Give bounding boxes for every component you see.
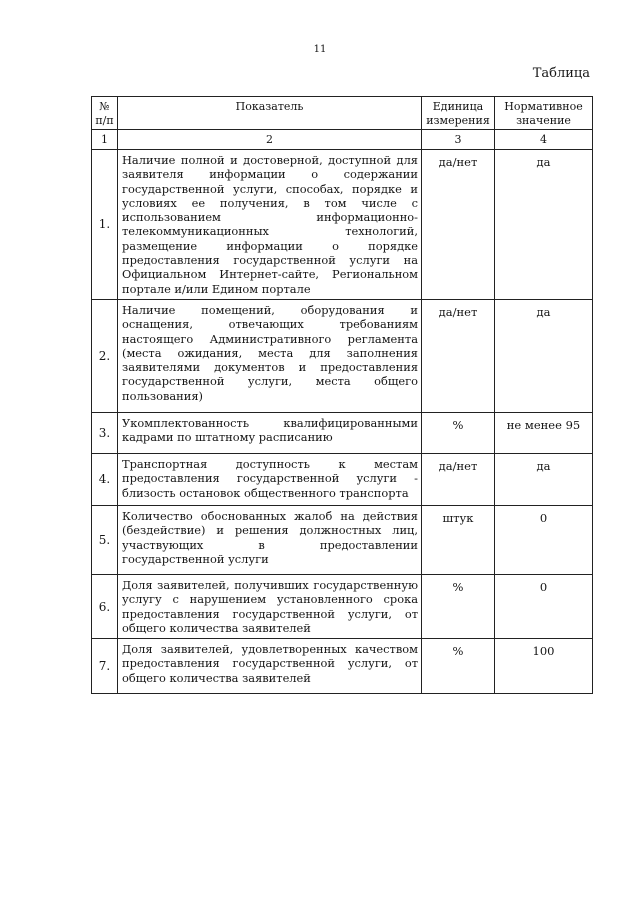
unit-value: % <box>422 639 495 694</box>
unit-value: штук <box>422 505 495 574</box>
column-number: 3 <box>422 130 495 150</box>
unit-value: % <box>422 574 495 638</box>
row-number: 6. <box>92 574 118 638</box>
unit-value: да/нет <box>422 453 495 505</box>
header-norm-label: Нормативное значение <box>504 100 583 127</box>
page-number: 11 <box>313 44 327 55</box>
column-number: 4 <box>495 130 593 150</box>
row-number: 2. <box>92 299 118 412</box>
header-num-label: № п/п <box>95 100 114 127</box>
norm-value: 0 <box>495 574 593 638</box>
table-row <box>92 150 593 300</box>
row-number: 3. <box>92 412 118 453</box>
row-number: 7. <box>92 639 118 694</box>
table-row <box>92 299 593 412</box>
indicator-text: Наличие помещений, оборудования и оснащения, отвечающих требованиям настоящего Административного регламента (места ожидания, места для заполнения заявителями документов и предоставления государственной услуги, места общего пользования) <box>118 299 422 412</box>
table-row <box>92 412 593 453</box>
unit-value: да/нет <box>422 299 495 412</box>
table-row <box>92 574 593 638</box>
row-number: 1. <box>92 150 118 300</box>
indicator-text: Укомплектованность квалифицированными кадрами по штатному расписанию <box>118 412 422 453</box>
table-row <box>92 453 593 505</box>
header-unit <box>422 97 495 130</box>
indicator-text: Доля заявителей, получивших государственную услугу с нарушением установленного срока предоставления государственной услуги, от общего количества заявителей <box>118 574 422 638</box>
indicators-table <box>91 96 593 694</box>
header-num <box>92 97 118 130</box>
column-number: 2 <box>118 130 422 150</box>
indicator-text: Доля заявителей, удовлетворенных качеством предоставления государственной услуги, от общего количества заявителей <box>118 639 422 694</box>
column-number: 1 <box>92 130 118 150</box>
norm-value: 100 <box>495 639 593 694</box>
unit-value: % <box>422 412 495 453</box>
indicator-text: Транспортная доступность к местам предоставления государственной услуги - близость остановок общественного транспорта <box>118 453 422 505</box>
indicator-text: Наличие полной и достоверной, доступной для заявителя информации о содержании государственной услуги, способах, порядке и условиях ее получения, в том числе с использованием информационно-телекоммуникационных технологий, размещение информации о порядке предоставления государственной услуги на Официальном Интернет-сайте, Региональном портале и/или Едином портале <box>118 150 422 300</box>
row-number: 5. <box>92 505 118 574</box>
unit-value: да/нет <box>422 150 495 300</box>
table-caption: Таблица <box>532 66 590 81</box>
norm-value: да <box>495 453 593 505</box>
header-indicator-label: Показатель <box>235 100 304 113</box>
row-number: 4. <box>92 453 118 505</box>
table-row <box>92 639 593 694</box>
norm-value: не менее 95 <box>495 412 593 453</box>
norm-value: да <box>495 150 593 300</box>
table-row <box>92 505 593 574</box>
column-number-row <box>92 130 593 150</box>
indicator-text: Количество обоснованных жалоб на действия (бездействие) и решения должностных лиц, участвующих в предоставлении государственной услуги <box>118 505 422 574</box>
header-indicator <box>118 97 422 130</box>
header-norm <box>495 97 593 130</box>
norm-value: 0 <box>495 505 593 574</box>
header-unit-label: Единица измерения <box>426 100 490 127</box>
norm-value: да <box>495 299 593 412</box>
